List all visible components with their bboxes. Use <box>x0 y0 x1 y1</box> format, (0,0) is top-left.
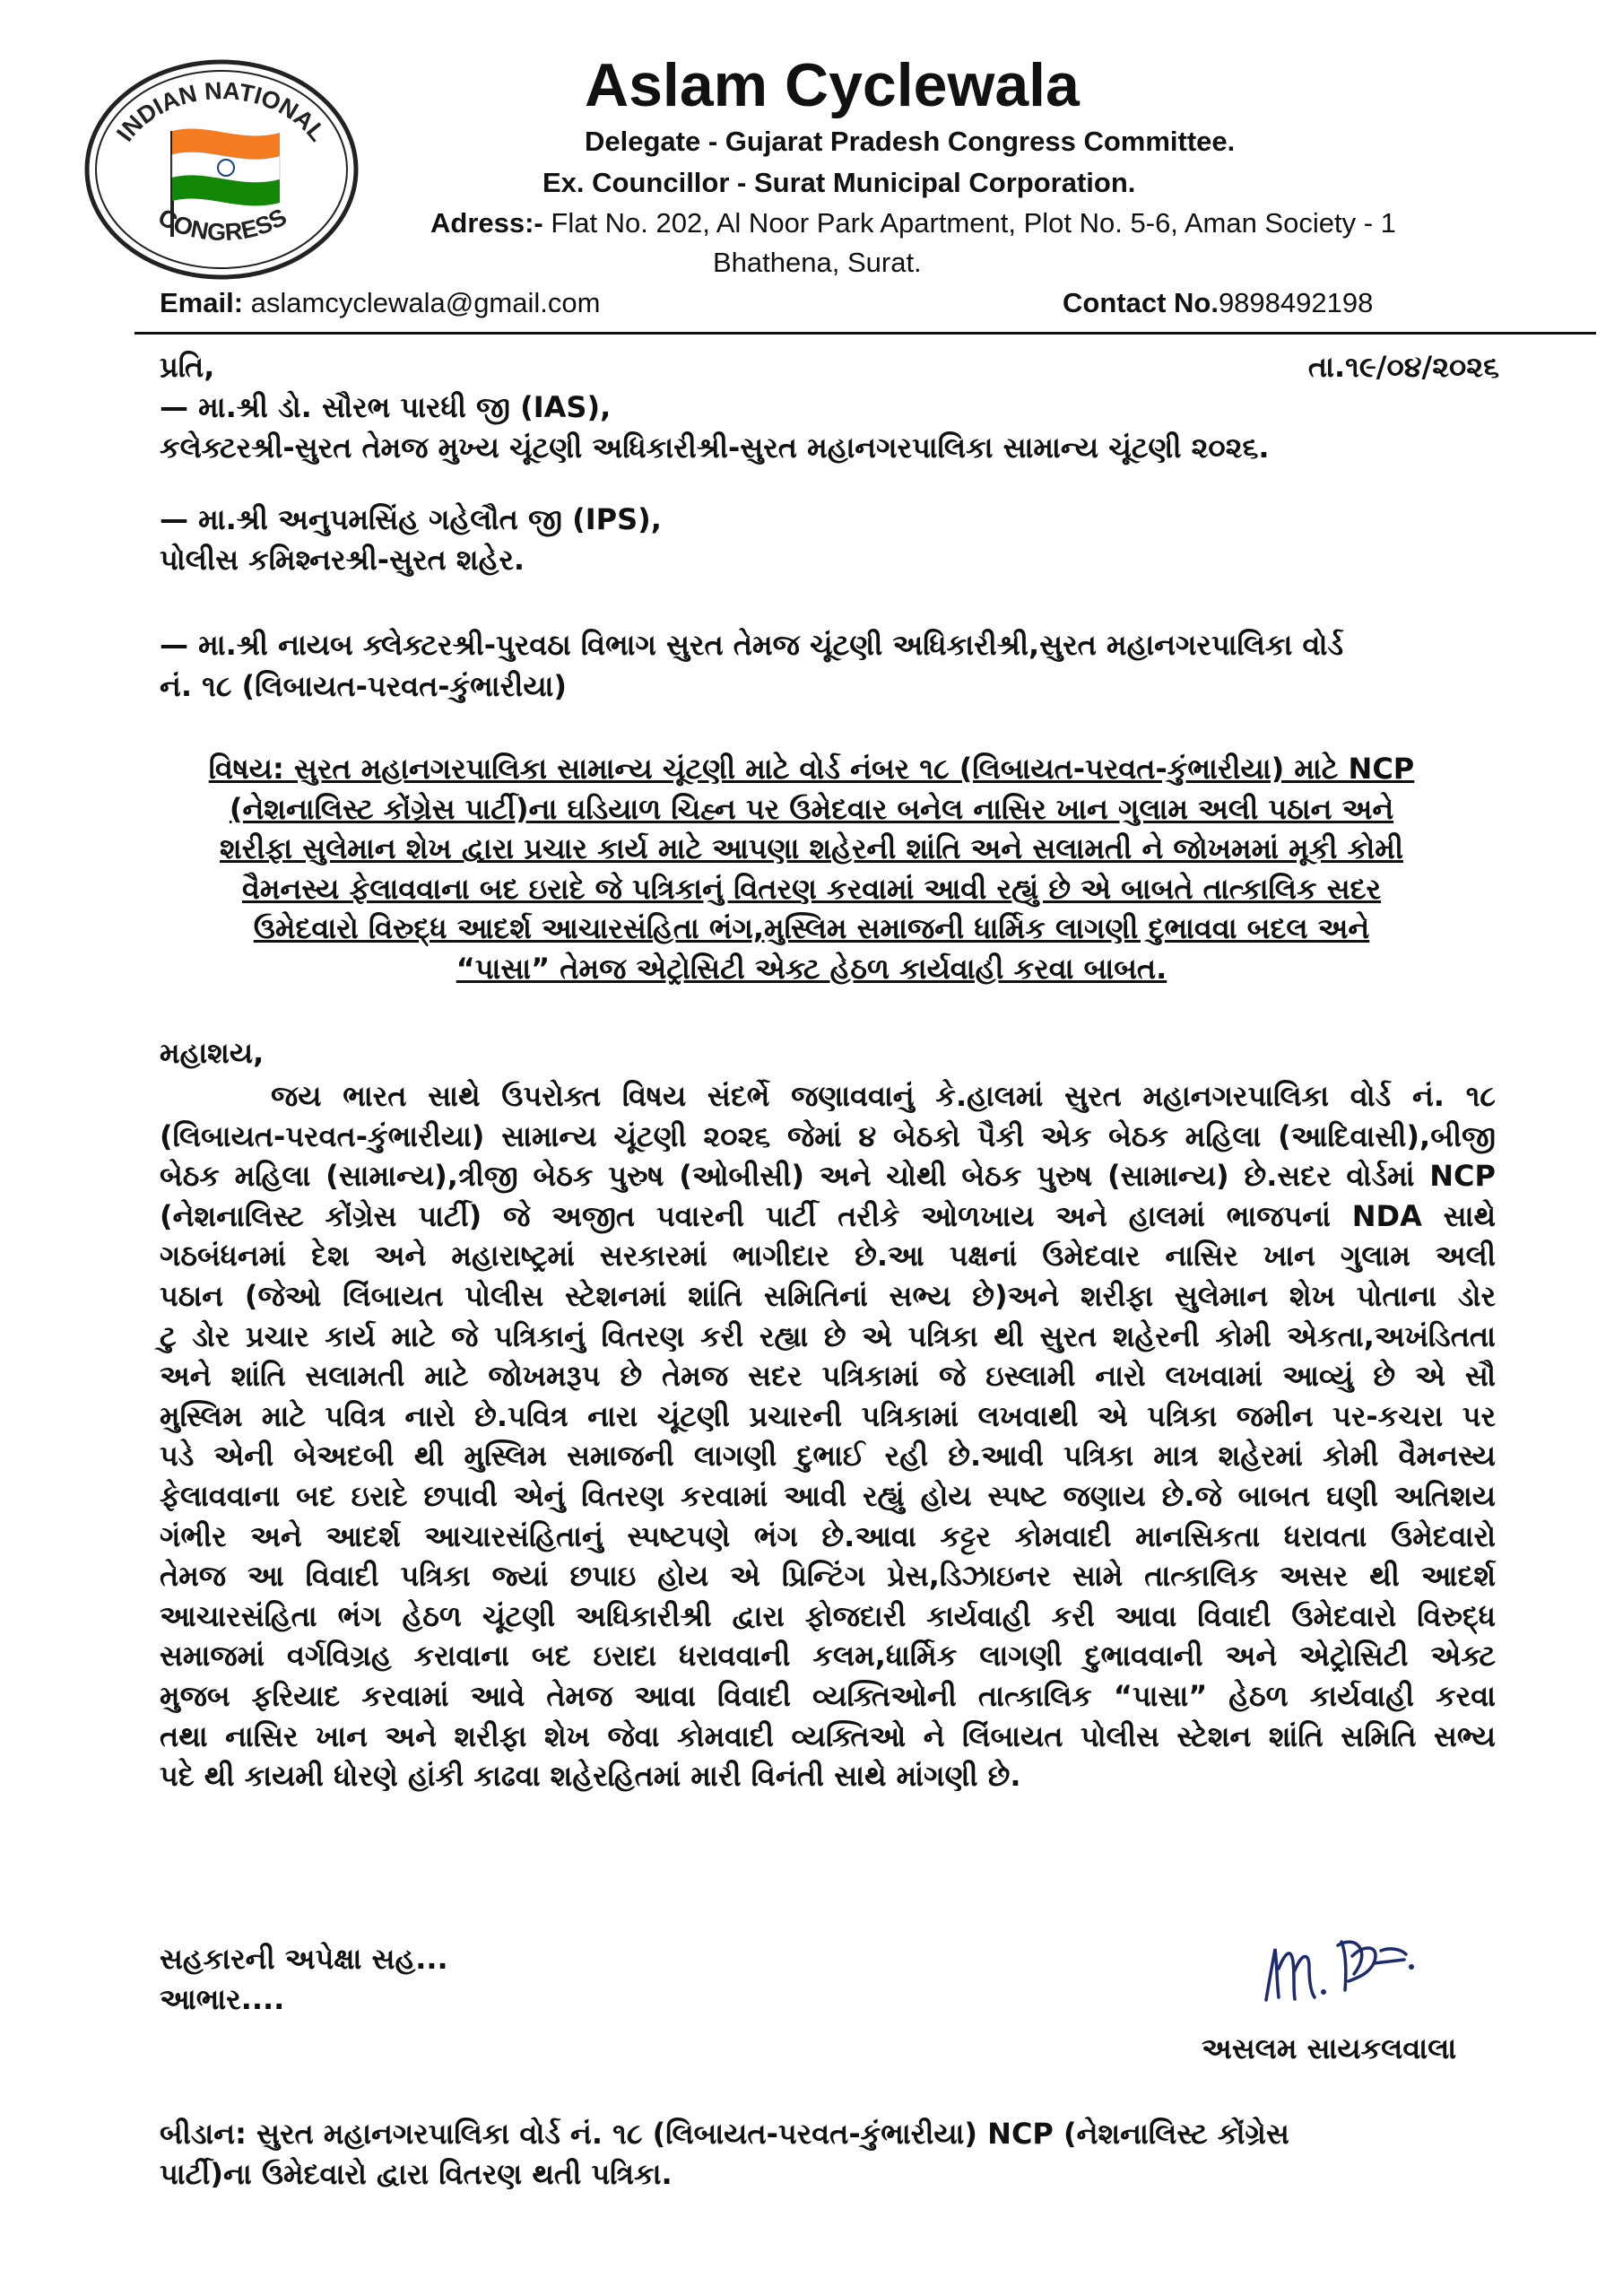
body-line: બેઠક મહિલા (સામાન્ય),ત્રીજી બેઠક પુરુષ (ઓબીસી) અને ચોથી બેઠક પુરુષ (સામાન્ય) છે.સદર વોર્ડમાં NCP <box>160 1159 1496 1194</box>
body-line: મુસ્લિમ માટે પવિત્ર નારો છે.પવિત્ર નારા ચૂંટણી પ્રચારની પત્રિકામાં લખવાથી એ પત્રિકા જમીન પર-કચરા પર <box>160 1398 1496 1433</box>
enclosure-line: બીડાન: સુરત મહાનગરપાલિકા વોર્ડ નં. ૧૮ (લિબાયત-પરવત-કુંભારીયા) NCP (નેશનાલિસ્ટ કોંગ્રેસ <box>160 2117 1289 2151</box>
body-line: ટુ ડોર પ્રચાર કાર્ય માટે જે પત્રિકાનું વિતરણ કરી રહ્યા છે એ પત્રિકા થી સુરત શહેરની કોમી એકતા,અખંડિતતા <box>160 1318 1496 1353</box>
body-line: મુજબ ફરિયાદ કરવામાં આવે તેમજ આવા વિવાદી વ્યક્તિઓની તાત્કાલિક “પાસા” હેઠળ કાર્યવાહી કરવા <box>160 1678 1496 1713</box>
body-line: તેમજ આ વિવાદી પત્રિકા જ્યાં છપાઇ હોય એ પ્રિન્ટિંગ પ્રેસ,ડિઝાઇનર સામે તાત્કાલિક અસર થી આદર્શ <box>160 1559 1496 1594</box>
letterhead-name: Aslam Cyclewala <box>585 51 1080 119</box>
subject-line: વિષય: સુરત મહાનગરપાલિકા સામાન્ય ચૂંટણી માટે વોર્ડ નંબર ૧૮ (લિબાયત-પરવત-કુંભારીયા) માટે NCP <box>208 752 1415 786</box>
body-line: સમાજમાં વર્ગવિગ્રહ કરાવાના બદ ઇરાદા ધરાવવાની કલમ,ધાર્મિક લાગણી દુભાવવાની અને એટ્રોસિટી એક્ટ <box>160 1639 1496 1674</box>
svg-text:CONGRESS <box>153 204 291 247</box>
recipient-1-title: કલેક્ટરશ્રી-સુરત તેમજ મુખ્ય ચૂંટણી અધિકારીશ્રી-સુરત મહાનગરપાલિકા સામાન્ય ચૂંટણી ૨૦૨૬. <box>160 430 1270 465</box>
letterhead-delegate: Delegate - Gujarat Pradesh Congress Committee. <box>585 126 1236 157</box>
subject-block <box>135 749 1488 988</box>
logo-text-top: INDIAN NATIONAL <box>111 77 332 147</box>
letter-body <box>160 1076 1496 1796</box>
logo-text-bottom: CONGRESS <box>153 203 291 247</box>
header-divider <box>135 332 1596 335</box>
subject-line: શરીફા સુલેમાન શેખ દ્વારા પ્રચાર કાર્ય માટે આપણા શહેરની શાંતિ અને સલામતી ને જોખમમાં મૂકી કોમી <box>220 831 1403 865</box>
contact-label: Contact No. <box>1063 287 1219 318</box>
letter-date: તા.૧૯/૦૪/૨૦૨૬ <box>1307 350 1499 384</box>
body-line: ગંભીર અને આદર્શ આચારસંહિતાનું સ્પષ્ટપણે ભંગ છે.આવા કટ્ટર કોમવાદી માનસિકતા ધરાવતા ઉમેદવારો <box>160 1518 1496 1553</box>
letterhead-email <box>160 287 600 319</box>
recipient-2-name: — મા.શ્રી અનુપમસિંહ ગહેલૌત જી (IPS), <box>160 502 662 536</box>
body-line: આચારસંહિતા ભંગ હેઠળ ચૂંટણી અધિકારીશ્રી દ્વારા ફોજદારી કાર્યવાહી કરી આવા વિવાદી ઉમેદવારો વિરુદ્ધ <box>160 1598 1496 1633</box>
letterhead-ex-councillor: Ex. Councillor - Surat Municipal Corporation. <box>542 167 1136 198</box>
address-line1: Flat No. 202, Al Noor Park Apartment, Plot No. 5-6, Aman Society - 1 <box>542 207 1396 239</box>
body-line: તથા નાસિર ખાન અને શરીફા શેખ જેવા કોમવાદી વ્યક્તિઓ ને લિંબાયત પોલીસ સ્ટેશન શાંતિ સમિતિ સભ્ય <box>160 1718 1496 1753</box>
address-label: Adress:- <box>430 207 543 239</box>
subject-line: (નેશનાલિસ્ટ કોંગ્રેસ પાર્ટી)ના ઘડિયાળ ચિહ્ન પર ઉમેદવાર બનેલ નાસિર ખાન ગુલામ અલી પઠાન અને <box>229 791 1394 826</box>
recipient-2-title: પોલીસ કમિશ્નરશ્રી-સુરત શહેર. <box>160 543 525 577</box>
address-line2: Bhathena, Surat. <box>713 247 922 278</box>
body-line: (નેશનાલિસ્ટ કોંગ્રેસ પાર્ટી) જે અજીત પવારની પાર્ટી તરીકે ઓળખાય અને હાલમાં ભાજપનાં NDA સાથે <box>160 1198 1496 1233</box>
body-line: પડે એની બેઅદબી થી મુસ્લિમ સમાજની લાગણી દુભાઈ રહી છે.આવી પત્રિકા માત્ર શહેરમાં કોમી વૈમનસ્ય <box>160 1439 1496 1474</box>
body-line: ફેલાવવાના બદ ઇરાદે છપાવી એનું વિતરણ કરવામાં આવી રહ્યું હોય સ્પષ્ટ જણાય છે.જે બાબત ઘણી અતિશય <box>160 1478 1496 1513</box>
congress-logo <box>82 57 360 282</box>
body-line: જય ભારત સાથે ઉપરોક્ત વિષય સંદર્ભે જણાવવાનું કે.હાલમાં સુરત મહાનગરપાલિકા વોર્ડ નં. ૧૮ <box>271 1079 1496 1113</box>
recipient-3-name: — મા.શ્રી નાયબ ક્લેક્ટરશ્રી-પુરવઠા વિભાગ સુરત તેમજ ચૂંટણી અધિકારીશ્રી,સુરત મહાનગરપાલિકા વોર્ડ <box>160 628 1344 662</box>
email-label: Email: <box>160 287 244 318</box>
body-line: (લિબાયત-પરવત-કુંભારીયા) સામાન્ય ચૂંટણી ૨૦૨૬ જેમાં ૪ બેઠકો પૈકી એક બેઠક મહિલા (આદિવાસી),બીજી <box>160 1118 1496 1153</box>
body-line: પઠાન (જેઓ લિંબાયત પોલીસ સ્ટેશનમાં શાંતિ સમિતિનાં સભ્ય છે)અને શરીફા સુલેમાન શેખ પોતાના ડોર <box>160 1278 1496 1313</box>
contact-value: 9898492198 <box>1218 287 1374 318</box>
closing-line: સહકારની અપેક્ષા સહ... <box>160 1942 448 1976</box>
signatory-name: અસલમ સાયકલવાલા <box>1202 2031 1457 2066</box>
subject-line: વૈમનસ્ય ફેલાવવાના બદ ઇરાદે જે પત્રિકાનું વિતરણ કરવામાં આવી રહ્યું છે એ બાબતે તાત્કાલિક સદર <box>241 871 1382 906</box>
body-line: અને શાંતિ સલામતી માટે જોખમરૂપ છે તેમજ સદર પત્રિકામાં જે ઇસ્લામી નારો લખવામાં આવ્યું છે એ સૌ <box>160 1359 1496 1394</box>
enclosure-line: પાર્ટી)ના ઉમેદવારો દ્વારા વિતરણ થતી પત્રિકા. <box>160 2157 673 2191</box>
recipient-3-title: નં. ૧૮ (લિબાયત-પરવત-કુંભારીયા) <box>160 669 567 703</box>
subject-line: “પાસા” તેમજ એટ્રોસિટી એક્ટ હેઠળ કાર્યવાહી કરવા બાબત. <box>456 951 1167 986</box>
recipient-1-name: — મા.શ્રી ડો. સૌરભ પારધી જી (IAS), <box>160 390 612 424</box>
body-line: ગઠબંધનમાં દેશ અને મહારાષ્ટ્રમાં સરકારમાં ભાગીદાર છે.આ પક્ષનાં ઉમેદવાર નાસિર ખાન ગુલામ અલી <box>160 1239 1496 1274</box>
signature-image <box>1255 1915 1435 2022</box>
body-line: પદે થી કાયમી ધોરણે હાંકી કાઢવા શહેરહિતમાં મારી વિનંતી સાથે માંગણી છે. <box>160 1759 1021 1794</box>
subject-line: ઉમેદવારો વિરુદ્ધ આદર્શ આચારસંહિતા ભંગ,મુસ્લિમ સમાજની ધાર્મિક લાગણી દુભાવવા બદલ અને <box>253 911 1370 945</box>
email-value: aslamcyclewala@gmail.com <box>243 287 601 318</box>
prati-label: પ્રતિ, <box>160 350 215 384</box>
closing-thanks: આભાર.... <box>160 1982 285 2016</box>
letterhead-address <box>430 207 1396 239</box>
letterhead-contact <box>1063 287 1373 319</box>
salutation: મહાશય, <box>160 1036 265 1070</box>
